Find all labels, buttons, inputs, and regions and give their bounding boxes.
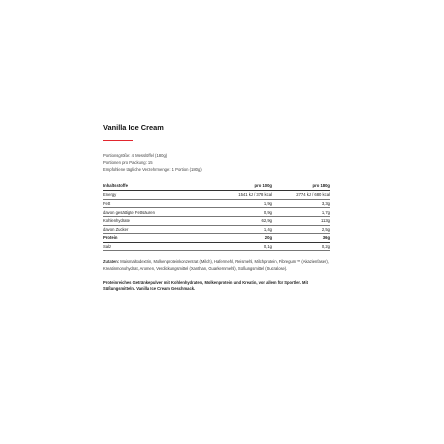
table-row bbox=[103, 216, 330, 225]
ingredients-list: Maismaltodextrin, Molkenproteinkonzentrat (Milch), Hafermehl, Reismehl, Milchprotein, Fibregum™ (Akazienfaser), Kreatinmonohydrat, Aromen, Verdickungsmittel (Xanthan, Guarkernmehl), Süßungsmittel (Sucralose). bbox=[103, 259, 329, 271]
ingredients-text bbox=[103, 259, 330, 272]
row-per-180g: 36g bbox=[272, 234, 330, 243]
row-per-100g: 0,1g bbox=[226, 242, 272, 251]
table-row bbox=[103, 225, 330, 234]
recommended-intake: Empfohlene tägliche Verzehrmenge: 1 Portion (180g) bbox=[103, 166, 202, 172]
row-per-100g: 1541 kJ / 378 kcal bbox=[226, 191, 272, 200]
row-per-100g: 62,9g bbox=[226, 216, 272, 225]
row-label: davon Zucker bbox=[103, 225, 226, 234]
row-per-180g: 0,2g bbox=[272, 242, 330, 251]
row-per-180g: 2,5g bbox=[272, 225, 330, 234]
row-per-100g: 20g bbox=[226, 234, 272, 243]
header-ingredients: Inhaltsstoffe bbox=[103, 181, 226, 191]
row-label: davon gesättigte Fettsäuren bbox=[103, 208, 226, 217]
row-label: Protein bbox=[103, 234, 226, 243]
row-per-180g: 1,7g bbox=[272, 208, 330, 217]
table-row bbox=[103, 208, 330, 217]
title-accent-line bbox=[103, 140, 133, 141]
row-per-100g: 1,9g bbox=[226, 199, 272, 208]
nutrition-header-row bbox=[103, 181, 330, 191]
table-row bbox=[103, 199, 330, 208]
product-description: Proteinreiches Getränkepulver mit Kohlenhydraten, Molkenprotein und Kreatin, vor allem für Sportler. Mit Süßungsmitteln. Vanilla Ice Cream Geschmack. bbox=[103, 279, 308, 292]
row-label: Energy bbox=[103, 191, 226, 200]
table-row bbox=[103, 242, 330, 251]
serving-info bbox=[103, 153, 330, 173]
row-per-180g: 3,3g bbox=[272, 199, 330, 208]
row-per-180g: 2774 kJ / 680 kcal bbox=[272, 191, 330, 200]
row-per-100g: 0,9g bbox=[226, 208, 272, 217]
product-title: Vanilla Ice Cream bbox=[103, 123, 164, 132]
portions-per-pack: Portionen pro Packung: 15 bbox=[103, 159, 153, 165]
row-label: Kohlenhydrate bbox=[103, 216, 226, 225]
row-label: Fett bbox=[103, 199, 226, 208]
row-per-100g: 1,4g bbox=[226, 225, 272, 234]
ingredients-label: Zutaten: bbox=[103, 259, 120, 265]
row-per-180g: 113g bbox=[272, 216, 330, 225]
portion-size: Portionsgröße: 4 Messlöffel (180g) bbox=[103, 153, 168, 159]
header-per-100g: pro 100g bbox=[226, 181, 272, 191]
header-per-180g: pro 180g bbox=[272, 181, 330, 191]
nutrition-table bbox=[103, 181, 330, 251]
product-info-card bbox=[103, 123, 330, 297]
table-row bbox=[103, 191, 330, 200]
table-row bbox=[103, 234, 330, 243]
row-label: Salz bbox=[103, 242, 226, 251]
